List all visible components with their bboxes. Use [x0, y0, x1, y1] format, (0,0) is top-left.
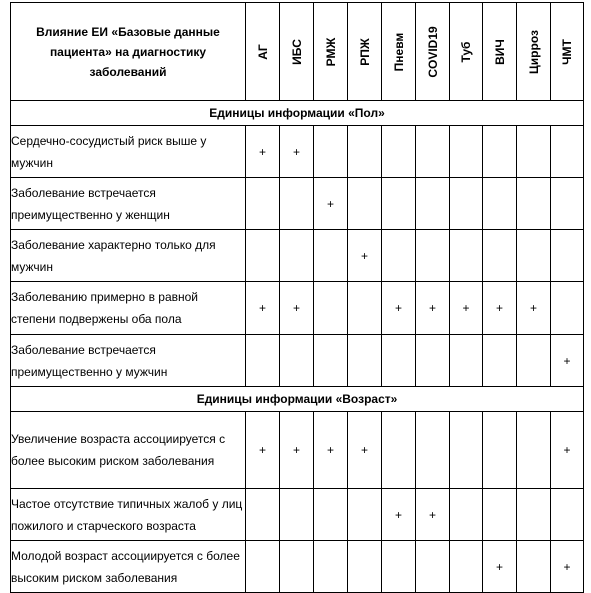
mark-cell: +	[246, 282, 280, 335]
row-label: Сердечно-сосудистый риск выше у мужчин	[11, 126, 246, 178]
column-header: РПЖ	[348, 3, 382, 101]
mark-cell	[483, 335, 517, 387]
mark-cell: +	[314, 412, 348, 489]
row-label: Заболевание характерно только для мужчин	[11, 230, 246, 282]
mark-cell	[348, 489, 382, 541]
mark-cell	[246, 489, 280, 541]
mark-cell	[314, 335, 348, 387]
mark-cell	[314, 230, 348, 282]
mark-cell	[551, 178, 584, 230]
mark-cell	[517, 489, 551, 541]
mark-cell	[450, 412, 483, 489]
mark-cell: +	[246, 126, 280, 178]
mark-cell	[416, 178, 450, 230]
column-header: Пневм	[382, 3, 416, 101]
mark-cell	[382, 178, 416, 230]
section-title: Единицы информации «Пол»	[11, 101, 584, 126]
mark-cell: +	[314, 178, 348, 230]
mark-cell	[314, 282, 348, 335]
mark-cell	[314, 126, 348, 178]
column-header: РМЖ	[314, 3, 348, 101]
mark-cell	[551, 489, 584, 541]
table-row	[11, 335, 584, 387]
row-label: Заболевание встречается преимущественно у женщин	[11, 178, 246, 230]
mark-cell	[483, 489, 517, 541]
mark-cell	[416, 412, 450, 489]
mark-cell: +	[382, 489, 416, 541]
row-label: Заболеванию примерно в равной степени подвержены оба пола	[11, 282, 246, 335]
mark-cell	[551, 282, 584, 335]
mark-cell: +	[280, 282, 314, 335]
mark-cell: +	[280, 412, 314, 489]
mark-cell	[450, 230, 483, 282]
data-table	[10, 2, 584, 593]
section-title: Единицы информации «Возраст»	[11, 387, 584, 412]
column-header: COVID19	[416, 3, 450, 101]
mark-cell: +	[280, 126, 314, 178]
table-row	[11, 126, 584, 178]
mark-cell: +	[551, 335, 584, 387]
mark-cell	[450, 489, 483, 541]
mark-cell: +	[348, 230, 382, 282]
column-header: Туб	[450, 3, 483, 101]
mark-cell	[348, 335, 382, 387]
header-title: Влияние ЕИ «Базовые данные пациента» на диагностику заболеваний	[11, 3, 246, 101]
column-header: ВИЧ	[483, 3, 517, 101]
column-header: Цирроз	[517, 3, 551, 101]
column-header: ЧМТ	[551, 3, 584, 101]
mark-cell	[382, 335, 416, 387]
mark-cell: +	[348, 412, 382, 489]
mark-cell	[280, 178, 314, 230]
mark-cell: +	[551, 412, 584, 489]
mark-cell: +	[483, 282, 517, 335]
mark-cell	[348, 178, 382, 230]
mark-cell	[517, 178, 551, 230]
mark-cell: +	[382, 282, 416, 335]
mark-cell	[483, 230, 517, 282]
mark-cell	[450, 126, 483, 178]
mark-cell	[280, 230, 314, 282]
mark-cell	[450, 178, 483, 230]
section-row	[11, 101, 584, 126]
column-header: ИБС	[280, 3, 314, 101]
mark-cell	[517, 412, 551, 489]
table-row	[11, 489, 584, 541]
row-label: Частое отсутствие типичных жалоб у лиц пожилого и старческого возраста	[11, 489, 246, 541]
mark-cell	[416, 230, 450, 282]
mark-cell	[280, 335, 314, 387]
mark-cell	[416, 126, 450, 178]
mark-cell	[382, 412, 416, 489]
mark-cell	[517, 230, 551, 282]
row-label: Заболевание встречается преимущественно у мужчин	[11, 335, 246, 387]
mark-cell	[517, 335, 551, 387]
header-row	[11, 3, 584, 101]
mark-cell	[246, 178, 280, 230]
row-label: Увеличение возраста ассоциируется с более высоким риском заболевания	[11, 412, 246, 489]
section-row	[11, 387, 584, 412]
mark-cell	[450, 335, 483, 387]
mark-cell	[348, 126, 382, 178]
mark-cell	[551, 126, 584, 178]
mark-cell	[314, 489, 348, 541]
mark-cell	[416, 335, 450, 387]
mark-cell	[348, 282, 382, 335]
mark-cell	[483, 412, 517, 489]
row-label: Молодой возраст ассоциируется с более высоким риском заболевания	[11, 541, 246, 593]
table-row	[11, 178, 584, 230]
mark-cell	[280, 489, 314, 541]
mark-cell	[382, 126, 416, 178]
mark-cell: +	[416, 489, 450, 541]
column-header: АГ	[246, 3, 280, 101]
mark-cell	[517, 126, 551, 178]
mark-cell	[483, 126, 517, 178]
mark-cell	[551, 230, 584, 282]
mark-cell: +	[416, 282, 450, 335]
mark-cell	[382, 230, 416, 282]
mark-cell	[246, 335, 280, 387]
mark-cell: +	[551, 541, 584, 593]
mark-cell: +	[483, 541, 517, 593]
table-row	[11, 412, 584, 489]
table-row	[11, 282, 584, 335]
mark-cell: +	[517, 282, 551, 335]
mark-cell	[483, 178, 517, 230]
mark-cell: +	[450, 282, 483, 335]
mark-cell	[246, 230, 280, 282]
mark-cell: +	[246, 412, 280, 489]
table-row	[11, 230, 584, 282]
